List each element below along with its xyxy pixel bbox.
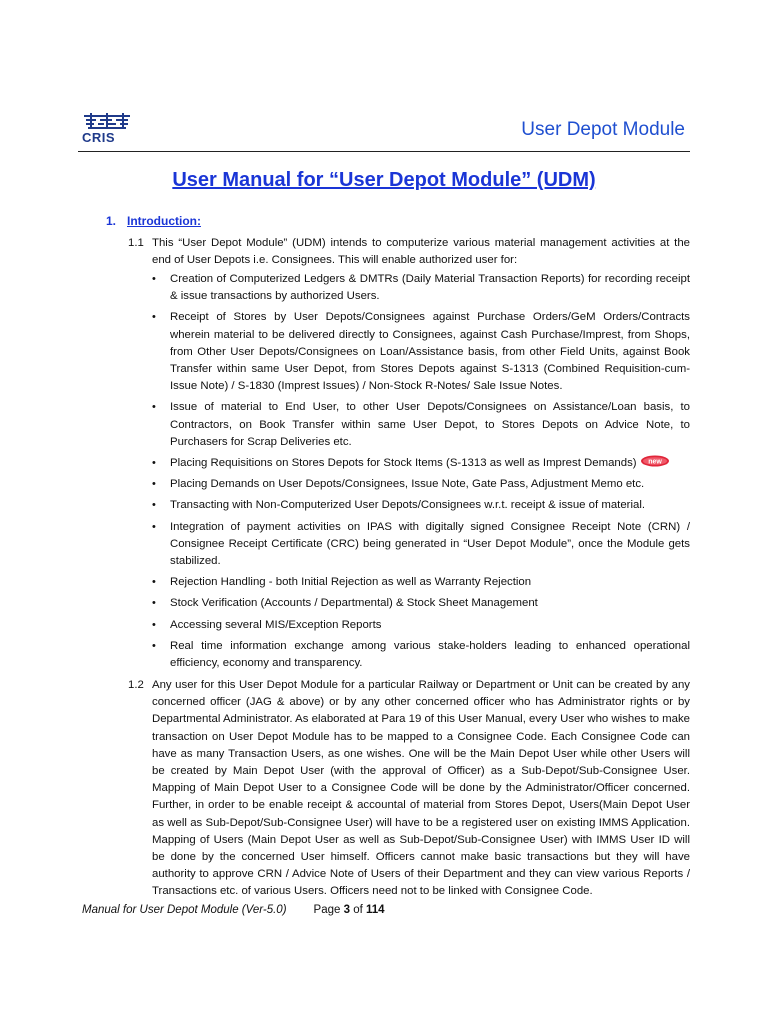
list-item [152,271,690,305]
section-heading [106,213,201,229]
list-item-text: Rejection Handling - both Initial Rejection as well as Warranty Rejection [170,576,532,589]
logo-text: CRIS [82,130,116,145]
bullet-icon: • [152,639,156,652]
header-divider [78,151,690,152]
paragraph-number: 1.1 [128,237,144,249]
page-number [314,904,385,916]
paragraph-text: This “User Depot Module” (UDM) intends to computerize various material management activities at the end of User Depots i.e. Consignees. This will enable authorized user for: [152,237,690,267]
list-item [152,595,690,612]
cris-logo [82,112,132,146]
page-of: of [353,904,363,916]
bullet-icon: • [152,457,156,470]
page-total: 114 [366,904,385,916]
section-title: Introduction: [127,214,201,228]
list-item-text: Placing Demands on User Depots/Consignees, Issue Note, Gate Pass, Adjustment Memo etc. [170,478,645,491]
list-item [152,638,690,672]
page-footer [82,902,385,918]
list-item [152,399,690,451]
list-item-text: Receipt of Stores by User Depots/Consignees against Purchase Orders/GeM Orders/Contracts wherein material to be delivered directly to Consignees, against Cash Purchase/Imprest, from Shops, from Other User Depots/Consignees on Loan/Assistance basis, from other Field Units, against Book Transfer within same User Depot, from Stores Depots against S-1313 (Combined Requisition-cum-Issue Note) / S-1830 (Imprest Issues) / Non-Stock R-Notes/ Sale Issue Notes. [170,311,690,393]
list-item [152,476,690,493]
section-number: 1. [106,214,117,228]
list-item-text: Issue of material to End User, to other User Depots/Consignees on Assistance/Loan basis, to Contractors, on Book Transfer within same User Depot, to Stores Depots on Advice Note, to Purchasers for Scrap Deliveries etc. [170,401,690,448]
new-badge-text: new [647,458,662,466]
paragraph-number: 1.2 [128,679,144,691]
list-item-text: Stock Verification (Accounts / Departmental) & Stock Sheet Management [170,597,538,610]
list-item [152,574,690,591]
bullet-icon: • [152,311,156,324]
list-item [152,617,690,634]
list-item-text: Transacting with Non-Computerized User Depots/Consignees w.r.t. receipt & issue of material. [170,499,646,512]
cris-emblem-icon [82,112,132,132]
list-item-text: Real time information exchange among various stake-holders leading to enhanced operational efficiency, economy and transparency. [170,639,690,670]
manual-name: Manual for User Depot Module (Ver-5.0) [82,904,287,916]
list-item [152,497,690,514]
bullet-icon: • [152,520,156,533]
paragraph-1-2 [128,677,690,901]
page-current: 3 [343,904,351,916]
list-item [152,455,690,472]
paragraph-text: Any user for this User Depot Module for a particular Railway or Department or Unit can be created by any concerned officer (JAG & above) or by any other concerned officer who has Administrator rights or by Departmental Administrator. As elaborated at Para 19 of this User Manual, every User who wishes to make transaction on User Depot Module has to be mapped to a Consignee Code. Each Consignee Code can have as many Transaction Users, as one wishes. One will be the Main Depot User while other Users will be created by Main Depot User (with the approval of Officer) as a Sub-Depot/Sub-Consignee User. Mapping of Main Depot User to a Consignee Code will be done by the Administrator/Officer concerned. Further, in order to be enable receipt & accountal of material from Stores Depot, Users(Main Depot User as well as Sub-Depot/Sub-Consignee User) will have to be a registered user on existing IMMS Application. Mapping of Users (Main Depot User as well as Sub-Depot/Sub-Consignee User) with IMMS User ID will be done by the concerned User himself. Officers cannot make basic transactions but they will have authority to approve CRN / Advice Note of Users of their Department and they can view various Reports / Transactions etc. of various Users. Officers need not to be linked with Consignee Code. [152,679,690,898]
module-title: User Depot Module [521,119,685,140]
page-label: Page [313,904,341,916]
list-item-text: Placing Requisitions on Stores Depots for Stock Items (S-1313 as well as Imprest Demands) [170,457,637,470]
bullet-icon: • [152,499,156,512]
list-item-text: Integration of payment activities on IPAS with digitally signed Consignee Receipt Note (CRN) / Consignee Receipt Certificate (CRC) being generated in “User Depot Module”, once the Module gets stabilized. [170,520,690,568]
list-item [152,519,690,571]
bullet-icon: • [152,273,156,285]
capability-list [152,271,690,676]
bullet-icon: • [152,401,156,414]
bullet-icon: • [152,576,156,589]
paragraph-1-1 [128,235,690,269]
bullet-icon: • [152,597,156,610]
list-item-text: Creation of Computerized Ledgers & DMTRs (Daily Material Transaction Reports) for recording receipt & issue transactions by authorized Users. [170,273,690,303]
bullet-icon: • [152,618,156,631]
list-item [152,309,690,395]
document-title: User Manual for “User Depot Module” (UDM) [172,169,596,191]
new-badge-icon [640,455,670,467]
list-item-text: Accessing several MIS/Exception Reports [170,618,382,631]
bullet-icon: • [152,478,156,491]
